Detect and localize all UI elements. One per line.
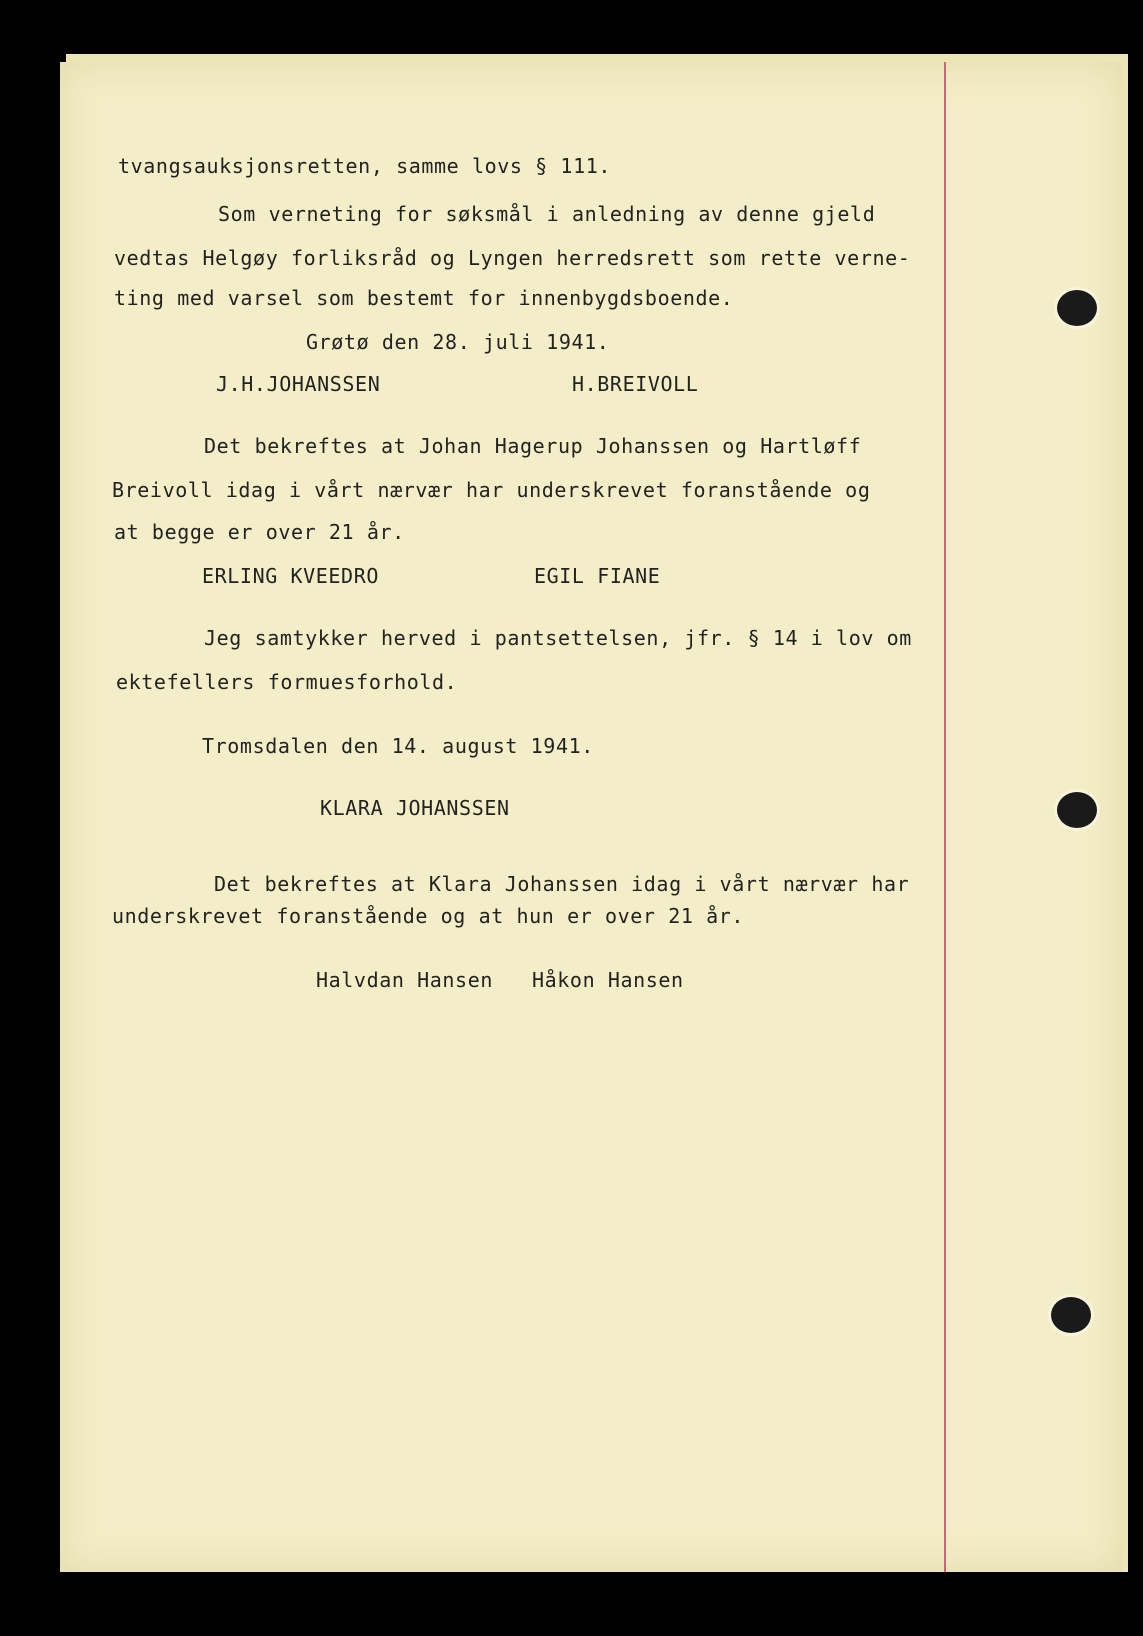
witness-name: ERLING KVEEDRO <box>202 564 379 588</box>
text-line: Som verneting for søksmål i anledning av denne gjeld <box>218 202 876 226</box>
place-date-line: Tromsdalen den 14. august 1941. <box>202 734 594 758</box>
signature-name: H.BREIVOLL <box>572 372 699 396</box>
punch-hole-icon <box>1051 1297 1091 1333</box>
witness-name: EGIL FIANE <box>534 564 661 588</box>
text-line: Det bekreftes at Johan Hagerup Johanssen og Hartløff <box>204 434 862 458</box>
text-line: ektefellers formuesforhold. <box>116 670 458 694</box>
text-line: Jeg samtykker herved i pantsettelsen, jfr. § 14 i lov om <box>204 626 912 650</box>
text-line: tvangsauksjonsretten, samme lovs § 111. <box>118 154 611 178</box>
text-line: ting med varsel som bestemt for innenbygdsboende. <box>114 286 734 310</box>
margin-rule <box>944 62 946 1572</box>
text-line: Breivoll idag i vårt nærvær har underskrevet foranstående og <box>112 478 871 502</box>
place-date-line: Grøtø den 28. juli 1941. <box>306 330 610 354</box>
text-line: vedtas Helgøy forliksråd og Lyngen herredsrett som rette verne- <box>114 246 911 270</box>
punch-hole-icon <box>1057 792 1097 828</box>
text-line: Det bekreftes at Klara Johanssen idag i vårt nærvær har <box>214 872 910 896</box>
punch-hole-icon <box>1057 290 1097 326</box>
signature-name: KLARA JOHANSSEN <box>320 796 510 820</box>
text-line: underskrevet foranstående og at hun er over 21 år. <box>112 904 745 928</box>
witness-name: Halvdan Hansen <box>316 968 493 992</box>
witness-name: Håkon Hansen <box>532 968 684 992</box>
signature-name: J.H.JOHANSSEN <box>216 372 381 396</box>
text-line: at begge er over 21 år. <box>114 520 405 544</box>
